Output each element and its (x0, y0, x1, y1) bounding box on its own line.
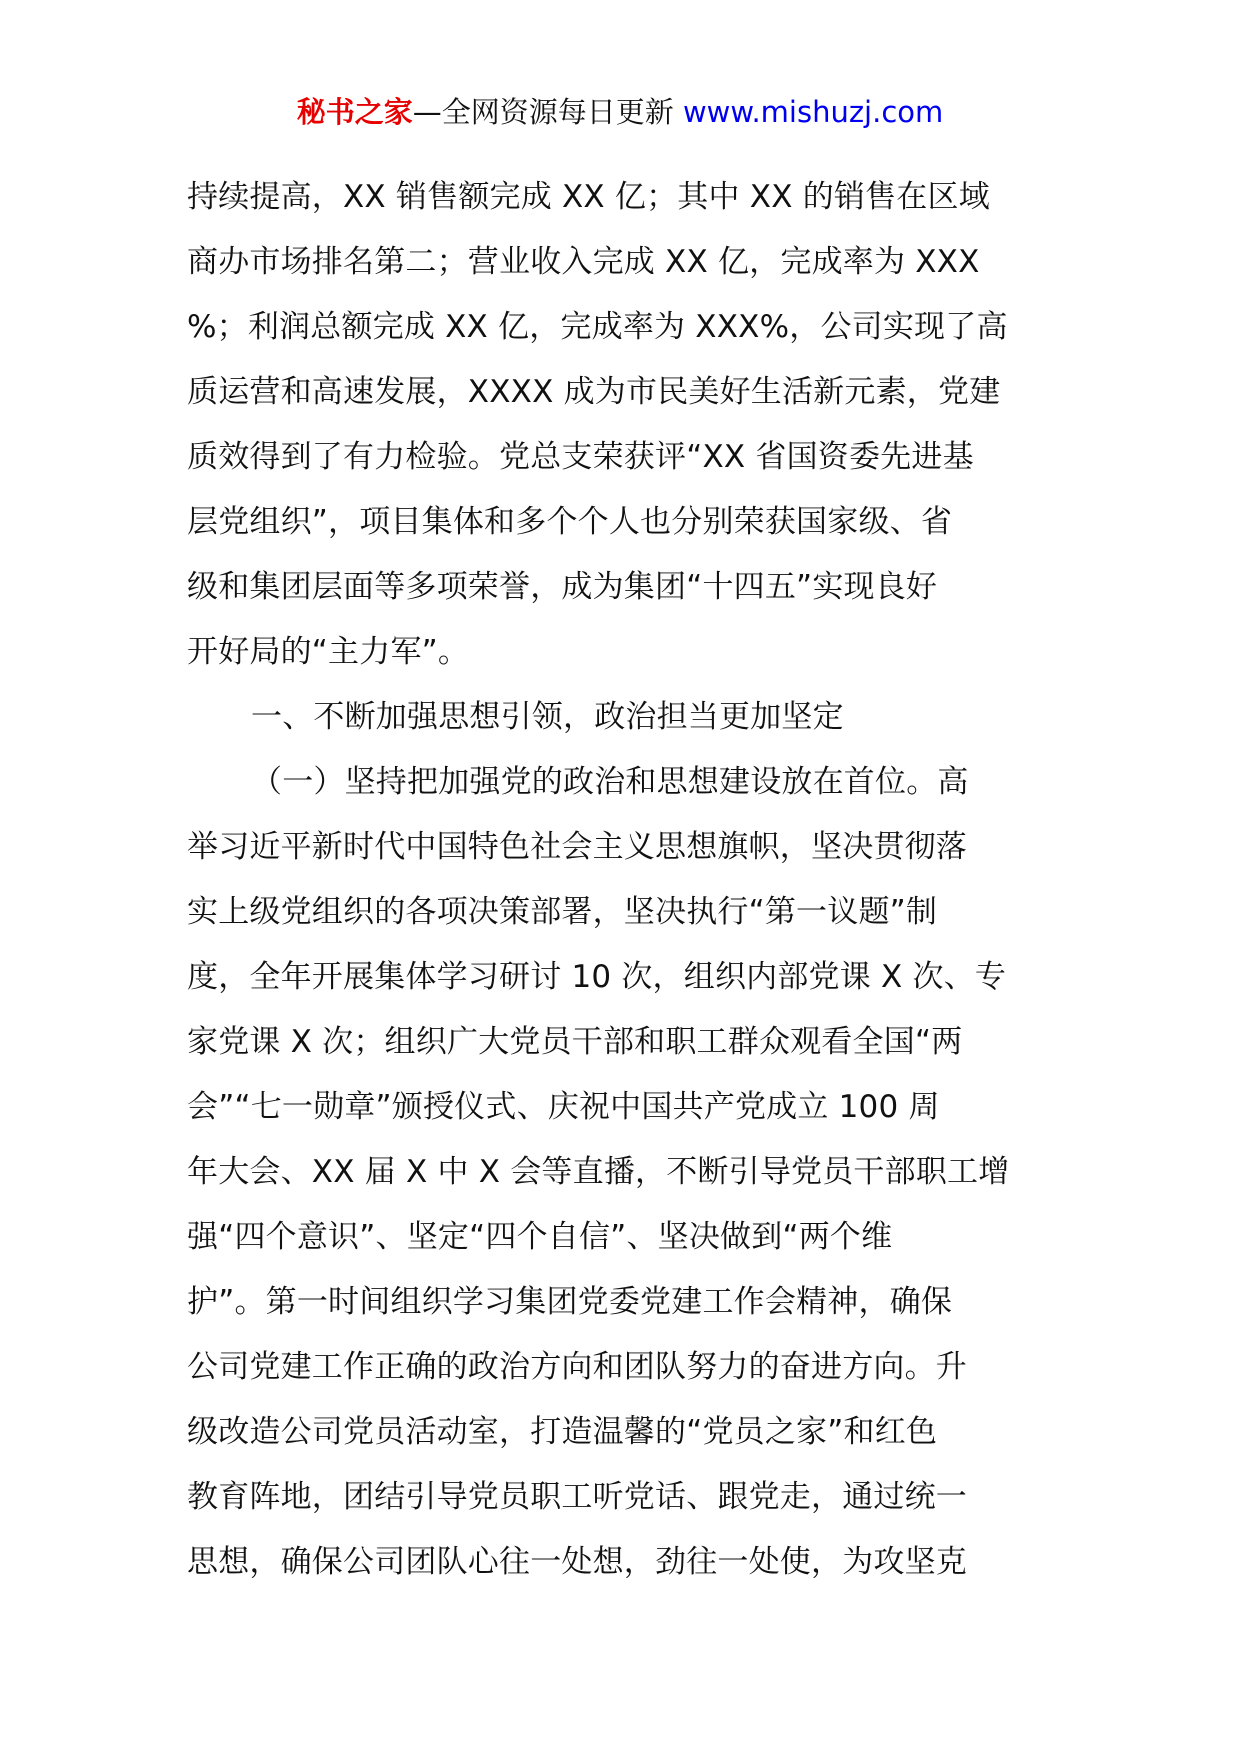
paragraph-line: 级改造公司党员活动室，打造温馨的“党员之家”和红色 (187, 1414, 938, 1450)
paragraph-line: %；利润总额完成 XX 亿，完成率为 XXX%，公司实现了高 (187, 309, 1008, 345)
paragraph-line: 家党课 X 次；组织广大党员干部和职工群众观看全国“两 (187, 1024, 963, 1060)
site-url-link[interactable]: www.mishuzj.com (682, 95, 944, 129)
header-slogan: —全网资源每日更新 (412, 95, 683, 129)
site-header (0, 92, 1240, 132)
paragraph-line: 商办市场排名第二；营业收入完成 XX 亿，完成率为 XXX (187, 244, 980, 280)
paragraph-line: 实上级党组织的各项决策部署，坚决执行“第一议题”制 (187, 894, 938, 930)
paragraph-line: 持续提高，XX 销售额完成 XX 亿；其中 XX 的销售在区域 (187, 179, 990, 215)
paragraph-line: 开好局的“主力军”。 (187, 634, 470, 670)
paragraph-line: 级和集团层面等多项荣誉，成为集团“十四五”实现良好 (187, 569, 938, 605)
paragraph-line: 思想，确保公司团队心往一处想，劲往一处使，为攻坚克 (187, 1544, 967, 1580)
paragraph-line: 质运营和高速发展，XXXX 成为市民美好生活新元素，党建 (187, 374, 1001, 410)
paragraph-line: 会”“七一勋章”颁授仪式、庆祝中国共产党成立 100 周 (187, 1089, 940, 1125)
paragraph-line: 层党组织”，项目集体和多个个人也分别荣获国家级、省 (187, 504, 953, 540)
brand-name: 秘书之家 (296, 95, 413, 129)
paragraph-line: 度，全年开展集体学习研讨 10 次，组织内部党课 X 次、专 (187, 959, 1007, 995)
document-body (187, 165, 1053, 1595)
paragraph-line: 强“四个意识”、坚定“四个自信”、坚决做到“两个维 (187, 1219, 893, 1255)
paragraph-line: 举习近平新时代中国特色社会主义思想旗帜，坚决贯彻落 (187, 829, 967, 865)
paragraph-line: 质效得到了有力检验。党总支荣获评“XX 省国资委先进基 (187, 439, 974, 475)
paragraph-line: 教育阵地，团结引导党员职工听党话、跟党走，通过统一 (187, 1479, 967, 1515)
section-heading: 一、不断加强思想引领，政治担当更加坚定 (251, 699, 844, 735)
paragraph-line: 年大会、XX 届 X 中 X 会等直播，不断引导党员干部职工增 (187, 1154, 1010, 1190)
paragraph-line: 护”。第一时间组织学习集团党委党建工作会精神，确保 (187, 1284, 953, 1320)
paragraph-line: 公司党建工作正确的政治方向和团队努力的奋进方向。升 (187, 1349, 967, 1385)
paragraph-line: （一）坚持把加强党的政治和思想建设放在首位。高 (251, 764, 969, 800)
